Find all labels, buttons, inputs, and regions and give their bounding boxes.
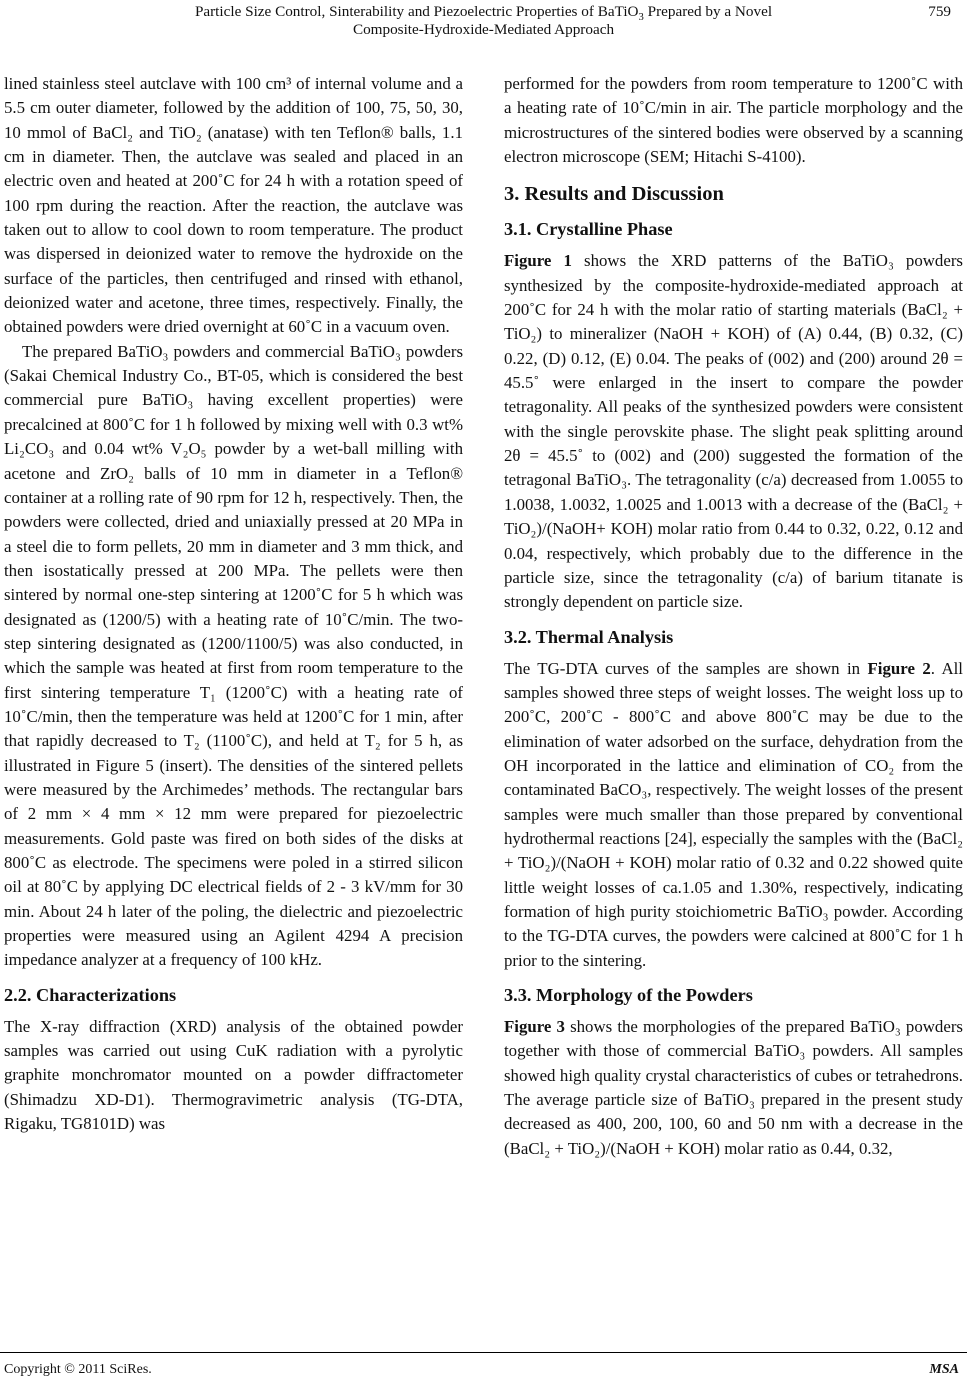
paragraph xyxy=(504,657,963,973)
section-heading: 3.1. Crystalline Phase xyxy=(504,219,673,240)
journal-name: MSA xyxy=(929,1362,959,1377)
running-title-subscript: 3 xyxy=(638,12,644,24)
left-column xyxy=(4,72,463,1136)
footer-divider xyxy=(0,1352,967,1353)
section-heading: 3.2. Thermal Analysis xyxy=(504,626,674,647)
running-title-part: Prepared by a Novel xyxy=(643,3,773,20)
paragraph-text: shows the morphologies of the prepared BaTiO₃ powders together with those of commercial BaTiO₃ powders. All samples showed high quality crystal characteristics of cubes or tetrahedrons. The average particle size of BaTiO₃ prepared in the present study decreased as 400, 200, 100, 60 and 50 nm with a decrease in the (BaCl₂ + TiO₂)/(NaOH + KOH) molar ratio as 0.44, 0.32, xyxy=(504,1017,963,1158)
running-header xyxy=(0,3,967,39)
running-subtitle: Composite-Hydroxide-Mediated Approach xyxy=(352,21,615,38)
page-number: 759 xyxy=(928,3,951,20)
paragraph: lined stainless steel autclave with 100 cm³ of internal volume and a 5.5 cm outer diameter, followed by the addition of 100, 75, 50, 30, 10 mmol of BaCl₂ and TiO₂ (anatase) with ten Teflon® balls, 1.1 cm in diameter. Then, the autclave was sealed and placed in an electric oven and heated at 200˚C for 24 h with a rotation speed of 100 rpm during the reaction. After the reaction, the autclave was taken out to allow to cool down to room temperature. The product was dispersed in deionized water to remove the hydroxide on the surface of the particles, then centrifuged and rinsed with ethanol, deionized water and acetone, three times, respectively. Finally, the obtained powders were dried overnight at 60˚C in a vacuum oven. xyxy=(4,74,463,337)
running-title xyxy=(0,3,967,24)
paragraph: The prepared BaTiO₃ powders and commercial BaTiO₃ powders (Sakai Chemical Industry Co., BT-05, which is considered the best commercial pure BaTiO₃ having excellent properties) were precalcined at 800˚C for 1 h followed by mixing well with 0.3 wt% Li₂CO₃ and 0.04 wt% V₂O₅ powder by a wet-ball milling with acetone and ZrO₂ balls of 10 mm in diameter in a Teflon® container at a rolling rate of 90 rpm for 12 h, respectively. Then, the powders were collected, dried and uniaxially pressed at 20 MPa in a steel die to form pellets, 20 mm in diameter and 3 mm thick, and then isostatically pressed at 200 MPa. The pellets were then sintered by normal one-step sintering at 1200˚C for 5 h which was designated as (1200/5) with a heating rate of 10˚C/min. The two-step sintering designated as (1200/1100/5) was also conducted, in which the sample was heated at first from room temperature to the first sintering temperature T₁ (1200˚C) with a heating rate of 10˚C/min, then the temperature was held at 1200˚C for 1 min, after that rapidly decreased to T₂ (1100˚C), and held at T₂ for 5 h, as illustrated in Figure 5 (insert). The densities of the sintered pellets were measured by the Archimedes’ methods. The rectangular bars of 2 mm × 4 mm × 12 mm were prepared for piezoelectric measurements. Gold paste was fired on both sides of the disks at 800˚C as electrode. The specimens were poled in a stirred silicon oil at 80˚C by applying DC electrical fields of 2 - 3 kV/mm for 30 min. About 24 h later of the poling, the dielectric and piezoelectric properties were measured using an Agilent 4294 A precision impedance analyzer at a frequency of 100 kHz. xyxy=(4,341,463,970)
section-heading: 3.3. Morphology of the Powders xyxy=(504,985,753,1005)
figure-reference[interactable]: Figure 2 xyxy=(867,658,931,678)
paragraph-text: . All samples showed three steps of weight losses. The weight loss up to 200˚C, 200˚C - 800˚C and above 800˚C may be due to the elimination of water adsorbed on the surface, dehydration from the OH incorporated in the lattice and elimination of CO₂ from the contaminated BaCO₃, respectively. The weight losses of the present samples were much smaller than those prepared by conventional hydrothermal reactions [24], especially the samples with the (BaCl₂ + TiO₂)/(NaOH + KOH) molar ratio of 0.32 and 0.22 showed quite little weight losses of ca.1.05 and 1.30%, respectively, indicating formation of high purity stoichiometric BaTiO₃ powder. According to the TG-DTA curves, the powders were calcined at 800˚C for 1 h prior to the sintering. xyxy=(504,658,963,970)
paragraph xyxy=(504,1015,963,1161)
paragraph-text: shows the XRD patterns of the BaTiO₃ powders synthesized by the composite-hydroxide-mediated approach at 200˚C for 24 h with the molar ratio of starting materials (BaCl₂ + TiO₂) to mineralizer (NaOH + KOH) of (A) 0.44, (B) 0.32, (C) 0.22, (D) 0.12, (E) 0.04. The peaks of (002) and (200) around 2θ = 45.5˚ were enlarged in the insert to compare the powder tetragonality. All peaks of the synthesized powders were consistent with the single perovskite phase. The slight peak splitting around 2θ = 45.5˚ to (002) and (200) suggested the formation of the tetragonal BaTiO₃. The tetragonality (c/a) decreased from 1.0055 to 1.0038, 1.0032, 1.0025 and 1.0013 with a decrease of the (BaCl₂ + TiO₂)/(NaOH+ KOH) molar ratio from 0.44 to 0.32, 0.22, 0.12 and 0.04, respectively, which probably due to the difference in the particle size, since the tetragonality (c/a) of barium titanate is strongly dependent on particle size. xyxy=(504,251,963,612)
paragraph: performed for the powders from room temperature to 1200˚C with a heating rate of 10˚C/min in air. The particle morphology and the microstructures of the sintered bodies were observed by a scanning electron microscope (SEM; Hitachi S-4100). xyxy=(504,74,963,167)
section-heading: 3. Results and Discussion xyxy=(504,183,724,206)
copyright-notice: Copyright © 2011 SciRes. xyxy=(4,1362,152,1377)
paragraph xyxy=(504,249,963,614)
figure-reference[interactable]: Figure 3 xyxy=(504,1017,565,1036)
right-column xyxy=(504,72,963,1161)
section-heading: 2.2. Characterizations xyxy=(4,984,177,1005)
paragraph: The X-ray diffraction (XRD) analysis of the obtained powder samples was carried out using CuK radiation with a pyrolytic graphite monchromator mounted on a powder diffractometer (Shimadzu XD-D1). Thermogravimetric analysis (TG-DTA, Rigaku, TG8101D) was xyxy=(4,1016,463,1134)
running-title-part: Particle Size Control, Sinterability and Piezoelectric Properties of BaTiO xyxy=(194,3,639,20)
paragraph-text: The TG-DTA curves of the samples are shown in xyxy=(504,658,868,678)
figure-reference[interactable]: Figure 1 xyxy=(504,251,572,271)
